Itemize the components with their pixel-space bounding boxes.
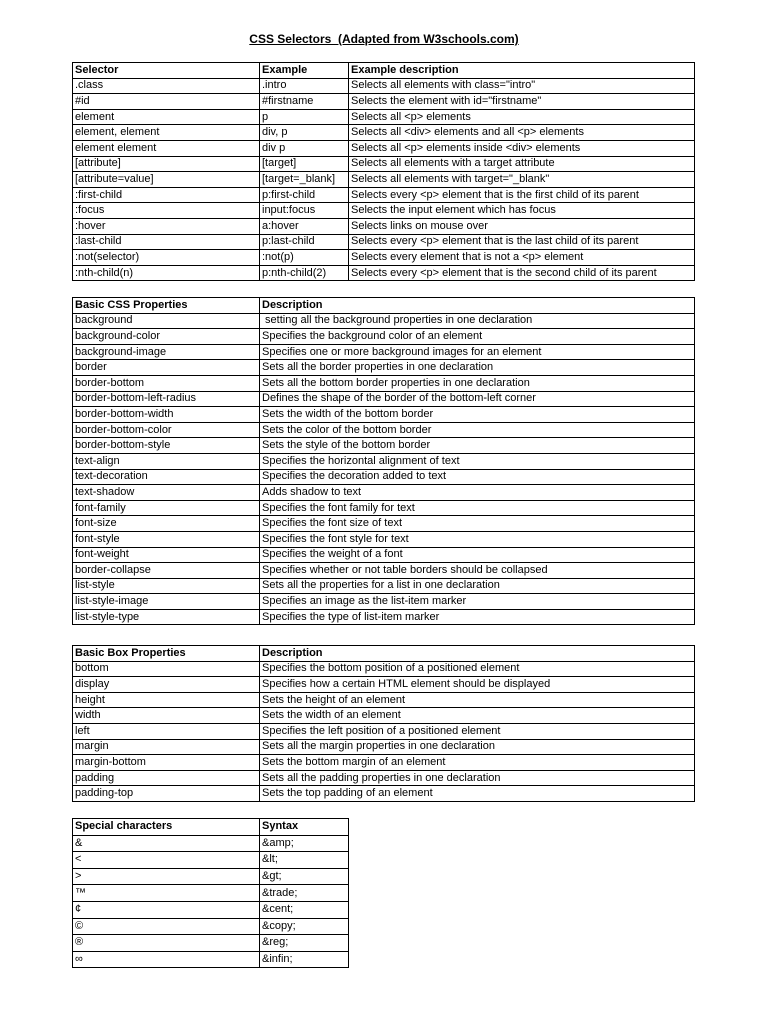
- table-cell: background-image: [73, 344, 260, 360]
- table-row: [73, 951, 349, 968]
- table-cell: :first-child: [73, 187, 260, 203]
- table-row: [73, 786, 695, 802]
- table-cell: margin: [73, 739, 260, 755]
- table-cell: Selects all <p> elements inside <div> elements: [349, 140, 695, 156]
- table-cell: Specifies the horizontal alignment of text: [260, 453, 695, 469]
- table-row: [73, 935, 349, 952]
- table-cell: font-style: [73, 531, 260, 547]
- table-cell: Specifies the decoration added to text: [260, 469, 695, 485]
- example-header: Example: [260, 63, 349, 79]
- table-cell: >: [73, 868, 260, 885]
- table-cell: Specifies the type of list-item marker: [260, 609, 695, 625]
- table-cell: Sets the style of the bottom border: [260, 438, 695, 454]
- table-row: [73, 234, 695, 250]
- table-row: [73, 78, 695, 94]
- table-cell: padding-top: [73, 786, 260, 802]
- table-cell: background-color: [73, 329, 260, 345]
- table-cell: &infin;: [260, 951, 349, 968]
- table-cell: height: [73, 692, 260, 708]
- table-row: [73, 469, 695, 485]
- character-header: Special characters: [73, 819, 260, 836]
- table-cell: &: [73, 835, 260, 852]
- table-cell: ™: [73, 885, 260, 902]
- table-row: [73, 692, 695, 708]
- table-row: [73, 661, 695, 677]
- table-row: [73, 250, 695, 266]
- table-row: [73, 344, 695, 360]
- table-row: [73, 125, 695, 141]
- table-row: [73, 547, 695, 563]
- table-cell: <: [73, 852, 260, 869]
- table-cell: p:nth-child(2): [260, 265, 349, 281]
- table-cell: Specifies how a certain HTML element should be displayed: [260, 677, 695, 693]
- css-properties-table-body: [73, 298, 695, 625]
- table-cell: p:first-child: [260, 187, 349, 203]
- css-properties-table: [72, 297, 695, 625]
- table-row: [73, 109, 695, 125]
- table-row: [73, 677, 695, 693]
- table-cell: text-shadow: [73, 485, 260, 501]
- table-cell: Selects every <p> element that is the first child of its parent: [349, 187, 695, 203]
- selectors-table: [72, 62, 695, 281]
- table-row: [73, 852, 349, 869]
- table-row: [73, 885, 349, 902]
- table-cell: font-family: [73, 500, 260, 516]
- table-cell: Selects every <p> element that is the last child of its parent: [349, 234, 695, 250]
- table-cell: Selects all elements with target="_blank": [349, 172, 695, 188]
- table-cell: setting all the background properties in one declaration: [260, 313, 695, 329]
- table-row: [73, 391, 695, 407]
- table-cell: Sets the color of the bottom border: [260, 422, 695, 438]
- table-cell: element element: [73, 140, 260, 156]
- table-cell: &cent;: [260, 901, 349, 918]
- box-properties-table-body: [73, 646, 695, 802]
- table-cell: Selects all elements with class="intro": [349, 78, 695, 94]
- box-property-header: Basic Box Properties: [73, 646, 260, 662]
- table-cell: list-style-type: [73, 609, 260, 625]
- table-row: [73, 265, 695, 281]
- table-cell: input:focus: [260, 203, 349, 219]
- table-row: [73, 723, 695, 739]
- table-cell: border-bottom-left-radius: [73, 391, 260, 407]
- table-cell: left: [73, 723, 260, 739]
- table-cell: .class: [73, 78, 260, 94]
- special-characters-table-body: [73, 819, 349, 968]
- table-cell: font-weight: [73, 547, 260, 563]
- table-cell: Specifies the font style for text: [260, 531, 695, 547]
- table-row: [73, 329, 695, 345]
- table-row: [73, 578, 695, 594]
- table-cell: border: [73, 360, 260, 376]
- table-cell: &amp;: [260, 835, 349, 852]
- table-cell: Sets the bottom margin of an element: [260, 755, 695, 771]
- table-row: [73, 485, 695, 501]
- table-row: [73, 868, 349, 885]
- table-row: [73, 172, 695, 188]
- table-row: [73, 156, 695, 172]
- table-cell: &copy;: [260, 918, 349, 935]
- table-cell: Specifies the bottom position of a positioned element: [260, 661, 695, 677]
- table-cell: border-collapse: [73, 563, 260, 579]
- table-cell: &trade;: [260, 885, 349, 902]
- table-cell: Sets all the padding properties in one declaration: [260, 770, 695, 786]
- table-cell: .intro: [260, 78, 349, 94]
- special-characters-table: [72, 818, 349, 968]
- table-cell: Specifies an image as the list-item marker: [260, 594, 695, 610]
- example-description-header: Example description: [349, 63, 695, 79]
- table-cell: Defines the shape of the border of the bottom-left corner: [260, 391, 695, 407]
- table-cell: Specifies whether or not table borders should be collapsed: [260, 563, 695, 579]
- table-cell: display: [73, 677, 260, 693]
- table-cell: Sets the top padding of an element: [260, 786, 695, 802]
- table-cell: Selects links on mouse over: [349, 218, 695, 234]
- table-row: [73, 422, 695, 438]
- selectors-header-row: [73, 63, 695, 79]
- table-row: [73, 360, 695, 376]
- table-row: [73, 203, 695, 219]
- table-cell: [attribute]: [73, 156, 260, 172]
- table-cell: [attribute=value]: [73, 172, 260, 188]
- document-title: CSS Selectors (Adapted from W3schools.com): [249, 32, 519, 46]
- table-cell: bottom: [73, 661, 260, 677]
- table-cell: Sets all the border properties in one declaration: [260, 360, 695, 376]
- table-row: [73, 140, 695, 156]
- table-cell: text-align: [73, 453, 260, 469]
- description-header: Description: [260, 298, 695, 314]
- table-cell: border-bottom-width: [73, 407, 260, 423]
- table-row: [73, 94, 695, 110]
- table-cell: [target]: [260, 156, 349, 172]
- table-cell: Selects the input element which has focus: [349, 203, 695, 219]
- table-cell: &lt;: [260, 852, 349, 869]
- table-cell: [target=_blank]: [260, 172, 349, 188]
- table-cell: Sets all the bottom border properties in one declaration: [260, 375, 695, 391]
- table-cell: Selects all <p> elements: [349, 109, 695, 125]
- table-cell: Selects every <p> element that is the second child of its parent: [349, 265, 695, 281]
- table-cell: p:last-child: [260, 234, 349, 250]
- table-cell: &reg;: [260, 935, 349, 952]
- table-cell: Sets the width of an element: [260, 708, 695, 724]
- table-cell: :last-child: [73, 234, 260, 250]
- table-row: [73, 708, 695, 724]
- table-row: [73, 531, 695, 547]
- table-row: [73, 739, 695, 755]
- table-cell: p: [260, 109, 349, 125]
- table-cell: padding: [73, 770, 260, 786]
- table-cell: :nth-child(n): [73, 265, 260, 281]
- table-cell: :not(p): [260, 250, 349, 266]
- table-cell: list-style-image: [73, 594, 260, 610]
- table-row: [73, 407, 695, 423]
- table-row: [73, 918, 349, 935]
- table-cell: border-bottom-style: [73, 438, 260, 454]
- table-cell: :not(selector): [73, 250, 260, 266]
- table-cell: background: [73, 313, 260, 329]
- table-cell: Specifies the weight of a font: [260, 547, 695, 563]
- selectors-table-body: [73, 63, 695, 281]
- table-cell: border-bottom-color: [73, 422, 260, 438]
- table-cell: font-size: [73, 516, 260, 532]
- table-cell: Specifies the left position of a positioned element: [260, 723, 695, 739]
- table-cell: list-style: [73, 578, 260, 594]
- table-row: [73, 594, 695, 610]
- special-characters-header-row: [73, 819, 349, 836]
- table-cell: Sets all the properties for a list in one declaration: [260, 578, 695, 594]
- table-cell: ®: [73, 935, 260, 952]
- css-properties-header-row: [73, 298, 695, 314]
- table-row: [73, 453, 695, 469]
- table-cell: Sets the width of the bottom border: [260, 407, 695, 423]
- table-row: [73, 516, 695, 532]
- table-cell: element: [73, 109, 260, 125]
- table-cell: #firstname: [260, 94, 349, 110]
- table-cell: Sets all the margin properties in one declaration: [260, 739, 695, 755]
- table-cell: :hover: [73, 218, 260, 234]
- table-cell: Adds shadow to text: [260, 485, 695, 501]
- table-cell: &gt;: [260, 868, 349, 885]
- table-row: [73, 563, 695, 579]
- table-cell: ¢: [73, 901, 260, 918]
- syntax-header: Syntax: [260, 819, 349, 836]
- table-row: [73, 438, 695, 454]
- table-cell: text-decoration: [73, 469, 260, 485]
- table-row: [73, 187, 695, 203]
- table-cell: Selects the element with id="firstname": [349, 94, 695, 110]
- table-row: [73, 313, 695, 329]
- table-cell: margin-bottom: [73, 755, 260, 771]
- table-cell: Selects every element that is not a <p> element: [349, 250, 695, 266]
- box-description-header: Description: [260, 646, 695, 662]
- table-cell: ∞: [73, 951, 260, 968]
- selector-header: Selector: [73, 63, 260, 79]
- table-cell: div p: [260, 140, 349, 156]
- table-row: [73, 755, 695, 771]
- table-cell: element, element: [73, 125, 260, 141]
- box-properties-table: [72, 645, 695, 802]
- table-cell: Sets the height of an element: [260, 692, 695, 708]
- box-properties-header-row: [73, 646, 695, 662]
- table-cell: width: [73, 708, 260, 724]
- property-header: Basic CSS Properties: [73, 298, 260, 314]
- table-row: [73, 218, 695, 234]
- table-row: [73, 770, 695, 786]
- table-row: [73, 901, 349, 918]
- table-cell: Specifies the background color of an element: [260, 329, 695, 345]
- table-cell: :focus: [73, 203, 260, 219]
- table-cell: border-bottom: [73, 375, 260, 391]
- table-cell: Specifies the font size of text: [260, 516, 695, 532]
- table-cell: Selects all <div> elements and all <p> elements: [349, 125, 695, 141]
- table-row: [73, 835, 349, 852]
- table-cell: Specifies the font family for text: [260, 500, 695, 516]
- table-cell: ©: [73, 918, 260, 935]
- table-cell: div, p: [260, 125, 349, 141]
- table-cell: Selects all elements with a target attribute: [349, 156, 695, 172]
- table-row: [73, 375, 695, 391]
- table-cell: Specifies one or more background images for an element: [260, 344, 695, 360]
- table-cell: #id: [73, 94, 260, 110]
- table-row: [73, 609, 695, 625]
- table-cell: a:hover: [260, 218, 349, 234]
- table-row: [73, 500, 695, 516]
